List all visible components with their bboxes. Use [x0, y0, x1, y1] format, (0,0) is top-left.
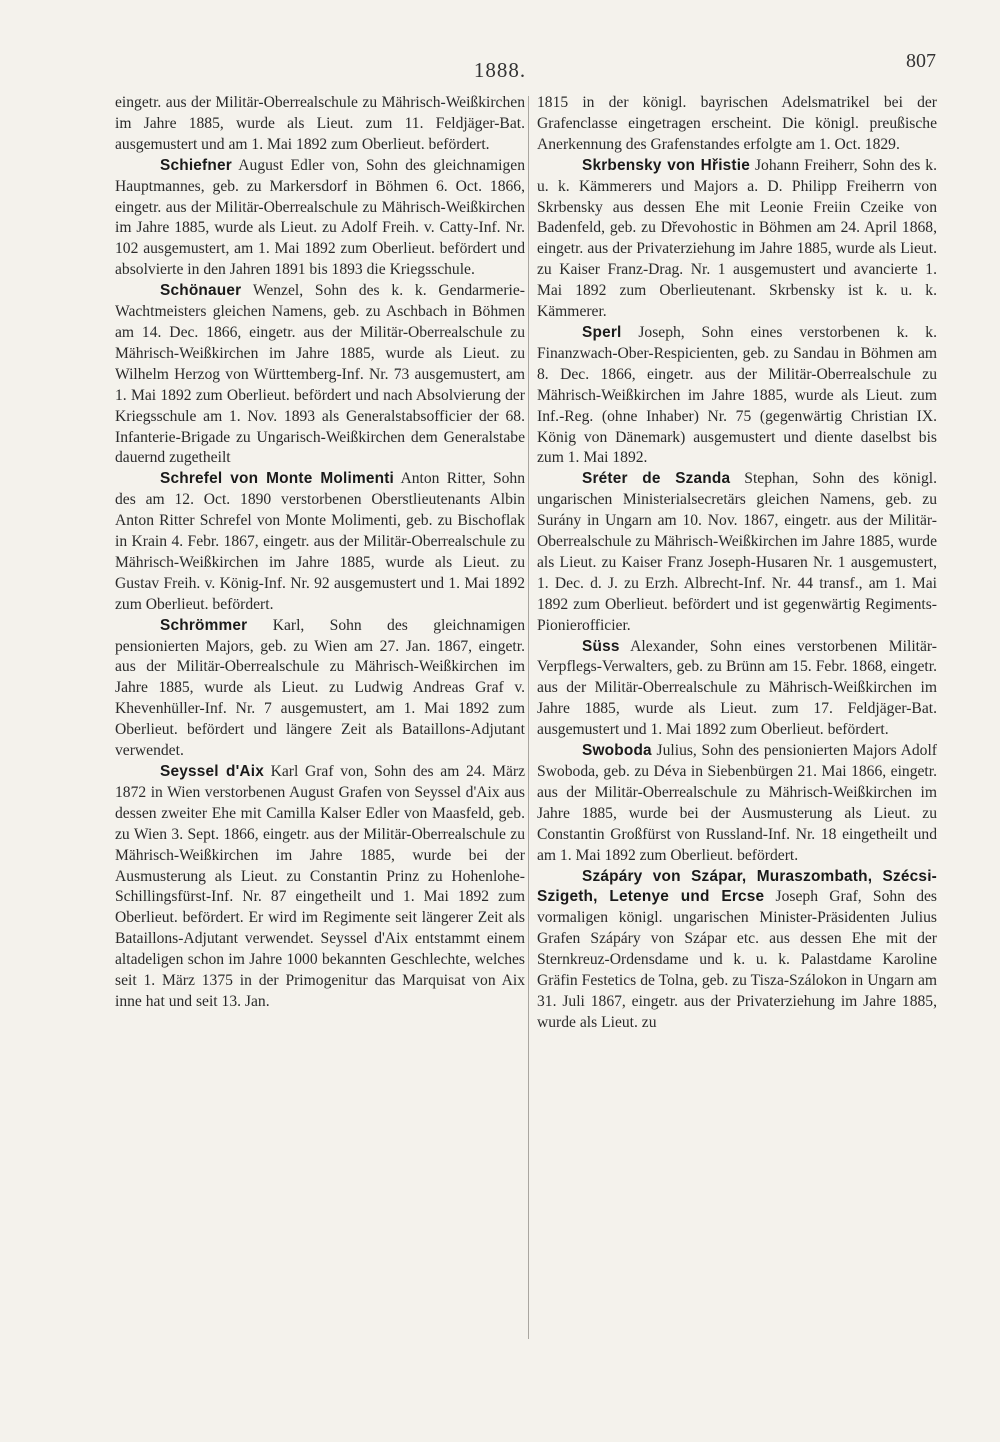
entry-name: Seyssel d'Aix: [160, 763, 264, 780]
entry-text: eingetr. aus der Militär-Oberrealschule zu Mährisch-Weißkirchen im Jahre 1885, wurde als Lieut. zum 11. Feldjäger-Bat. ausgemustert und am 1. Mai 1892 zum Oberlieut. befördert.: [115, 94, 525, 153]
entry-schoenauer: [115, 281, 525, 469]
column-divider: [528, 96, 529, 1339]
entry-continuation: [537, 93, 937, 156]
entry-text: Julius, Sohn des pensionierten Majors Adolf Swoboda, geb. zu Déva in Siebenbürgen 21. Mai 1866, eingetr. aus der Militär-Oberrealschule zu Mährisch-Weißkirchen im Jahre 1885, wurde bei der Ausmusterung als Lieut. zu Constantin Großfürst von Russland-Inf. Nr. 18 eingetheilt und am 1. Mai 1892 zum Oberlieut. befördert.: [537, 742, 937, 864]
page-year-header: 1888.: [473, 58, 527, 82]
entry-name: Schiefner: [160, 156, 232, 174]
entry-text: August Edler von, Sohn des gleichnamigen Hauptmannes, geb. zu Markersdorf in Böhmen 6. Oct. 1866, eingetr. aus der Militär-Oberrealschule zu Mährisch-Weißkirchen im Jahre 1885, wurde als Lieut. zu Adolf Freih. v. Catty-Inf. Nr. 102 ausgemustert, am 1. Mai 1892 zum Oberlieut. befördert und absolvierte in den Jahren 1891 bis 1893 die Kriegsschule.: [115, 156, 525, 279]
entry-sperl: [537, 323, 937, 469]
left-column: [115, 93, 525, 1013]
entry-text: Karl Graf von, Sohn des am 24. März 1872 in Wien verstorbenen August Grafen von Seyssel d'Aix aus dessen zweiter Ehe mit Camilla Kalser Edler von Maasfeld, geb. zu Wien 3. Sept. 1866, eingetr. aus der Militär-Oberrealschule zu Mährisch-Weißkirchen im Jahre 1885, wurde bei der Ausmusterung als Lieut. zu Constantin Prinz zu Hohenlohe-Schillingsfürst-Inf. Nr. 87 eingetheilt und 1. Mai 1892 zum Oberlieut. befördert. Er wird im Regimente seit längerer Zeit als Bataillons-Adjutant verwendet. Seyssel d'Aix entstammt einem altadeligen schon im Jahre 1000 bekannten Geschlechte, welches seit 1. März 1375 in der Primogenitur das Marquisat von Aix inne hat und seit 13. Jan.: [115, 763, 526, 1010]
entry-name: Schönauer: [160, 282, 242, 300]
entry-swoboda: [537, 741, 937, 866]
entry-name: Szápáry von Szápar, Muraszombath, Szécsi-Szigeth, Letenye und Ercse: [537, 867, 937, 906]
entry-name: Schrefel von Monte Molimenti: [160, 470, 394, 488]
entry-schroemmer: [115, 616, 525, 762]
entry-schrefel: [115, 469, 525, 615]
entry-skrbensky: [537, 156, 937, 323]
entry-text: Wenzel, Sohn des k. k. Gendarmerie-Wachtmeisters gleichen Namens, geb. zu Aschbach in Böhmen am 14. Dec. 1866, eingetr. aus der Militär-Oberrealschule zu Mährisch-Weißkirchen im Jahre 1885, wurde als Lieut. zu Wilhelm Herzog von Württemberg-Inf. Nr. 73 ausgemustert, am 1. Mai 1892 zum Oberlieut. befördert und nach Absolvierung der Kriegsschule am 1. Nov. 1893 als Generalstabsofficier der 68. Infanterie-Brigade zu Ungarisch-Weißkirchen dem Generalstabe dauernd zugetheilt: [115, 282, 525, 467]
entry-continuation: [115, 93, 525, 156]
entry-sreter: [537, 469, 937, 636]
entry-text: 1815 in der königl. bayrischen Adelsmatrikel bei der Grafenclasse eingetragen erscheint. Die königl. preußische Anerkennung des Grafenstandes erfolgte am 1. Oct. 1829.: [537, 94, 937, 153]
entry-name: Süss: [582, 637, 620, 655]
entry-name: Sperl: [582, 323, 622, 341]
entry-text: Karl, Sohn des gleichnamigen pensionierten Majors, geb. zu Wien am 27. Jan. 1867, eingetr. aus der Militär-Oberrealschule zu Mährisch-Weißkirchen im Jahre 1885, wurde als Lieut. zu Ludwig Andreas Graf v. Khevenhüller-Inf. Nr. 7 ausgemustert, am 1. Mai 1892 zum Oberlieut. befördert und längere Zeit als Bataillons-Adjutant verwendet.: [115, 616, 525, 760]
entry-text: Johann Freiherr, Sohn des k. u. k. Kämmerers und Majors a. D. Philipp Freiherrn von Skrbensky aus dessen Ehe mit Leonie Freiin Czeike von Badenfeld, geb. zu Dřevohostic in Böhmen am 24. April 1868, eingetr. aus der Privaterziehung im Jahre 1885, wurde als Lieut. zu Kaiser Franz-Drag. Nr. 1 ausgemustert und avancierte 1. Mai 1892 zum Oberlieutenant. Skrbensky ist k. u. k. Kämmerer.: [537, 156, 938, 321]
page-number: 807: [906, 50, 936, 72]
right-column: [537, 93, 937, 1034]
entry-text: Anton Ritter, Sohn des am 12. Oct. 1890 verstorbenen Oberstlieutenants Albin Anton Ritter Schrefel von Monte Molimenti, geb. zu Bischoflak in Krain 4. Febr. 1867, eingetr. aus der Militär-Oberrealschule zu Mährisch-Weißkirchen im Jahre 1885, wurde als Lieut. zu Gustav Freih. v. König-Inf. Nr. 92 ausgemustert und 1. Mai 1892 zum Oberlieut. befördert.: [115, 470, 526, 613]
entry-suess: [537, 637, 937, 742]
entry-szapary: [537, 867, 937, 1034]
entry-text: Stephan, Sohn des königl. ungarischen Ministerialsecretärs gleichen Namens, geb. zu Surány in Ungarn am 10. Nov. 1867, eingetr. aus der Militär-Oberrealschule zu Mährisch-Weißkirchen im Jahre 1885, wurde als Lieut. zu Kaiser Franz Joseph-Husaren Nr. 1 ausgemustert, 1. Dec. d. J. zu Erzh. Albrecht-Inf. Nr. 44 transf., am 1. Mai 1892 zum Oberlieut. befördert und ist gegenwärtig Regiments-Pionierofficier.: [537, 470, 937, 634]
entry-schiefner: [115, 156, 525, 281]
entry-seyssel: [115, 762, 525, 1013]
entry-name: Skrbensky von Hřistie: [582, 156, 750, 174]
entry-text: Joseph, Sohn eines verstorbenen k. k. Finanzwach-Ober-Respicienten, geb. zu Sandau in Böhmen am 8. Dec. 1866, eingetr. aus der Militär-Oberrealschule zu Mährisch-Weißkirchen im Jahre 1885, wurde als Lieut. zum Inf.-Reg. (ohne Inhaber) Nr. 75 (gegenwärtig Christian IX. König von Dänemark) ausgemustert und diente daselbst bis zum 1. Mai 1892.: [537, 323, 937, 467]
entry-text: Alexander, Sohn eines verstorbenen Militär-Verpflegs-Verwalters, geb. zu Brünn am 15. Febr. 1868, eingetr. aus der Militär-Oberrealschule zu Mährisch-Weißkirchen im Jahre 1885, wurde als Lieut. zum 17. Feldjäger-Bat. ausgemustert und 1. Mai 1892 zum Oberlieut. befördert.: [537, 637, 937, 739]
entry-name: Swoboda: [582, 742, 652, 760]
entry-name: Schrömmer: [160, 616, 248, 634]
entry-text: Joseph Graf, Sohn des vormaligen königl. ungarischen Minister-Präsidenten Julius Grafen Szápáry von Szápar etc. aus dessen Ehe mit der Sternkreuz-Ordensdame und k. u. k. Palastdame Karoline Gräfin Festetics de Tolna, geb. zu Tisza-Szálokon in Ungarn am 31. Juli 1867, eingetr. aus der Privaterziehung im Jahre 1885, wurde als Lieut. zu: [537, 888, 937, 1031]
entry-name: Sréter de Szanda: [582, 470, 731, 488]
